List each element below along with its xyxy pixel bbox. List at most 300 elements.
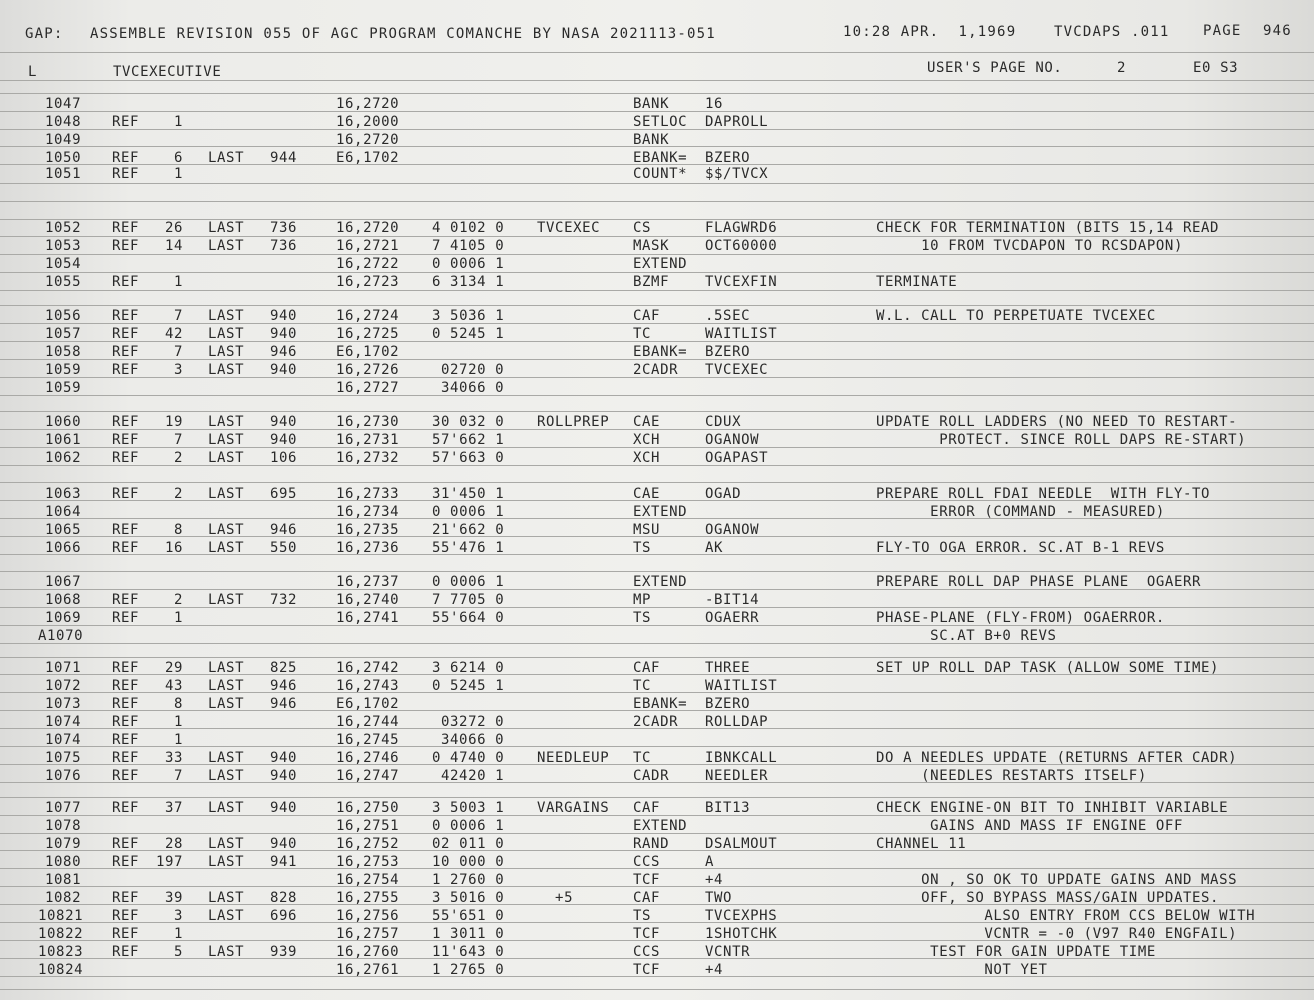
comment: 10 FROM TVCDAPON TO RCSDAPON): [876, 238, 1183, 254]
last-page: 736: [270, 220, 298, 236]
ruling-line: [0, 571, 1314, 572]
address: 16,2723: [336, 274, 400, 290]
ruling-line: [0, 183, 1314, 184]
opcode: 2CADR: [633, 714, 679, 730]
ref-count: 26: [165, 220, 184, 236]
last-page: 946: [270, 696, 298, 712]
ref-count: 19: [165, 414, 184, 430]
comment: NOT YET: [876, 962, 1048, 978]
address: 16,2751: [336, 818, 400, 834]
address: E6,1702: [336, 344, 400, 360]
operand: TVCEXEC: [705, 362, 769, 378]
operand: DSALMOUT: [705, 836, 778, 852]
last-page: 695: [270, 486, 298, 502]
comment: CHANNEL 11: [876, 836, 967, 852]
ruling-line: [0, 554, 1314, 555]
last-page: 550: [270, 540, 298, 556]
last-marker: LAST: [208, 326, 245, 342]
address: 16,2726: [336, 362, 400, 378]
subheader-code: E0 S3: [1193, 60, 1239, 76]
line-number: 1061: [45, 432, 82, 448]
ref-marker: REF: [112, 800, 140, 816]
ref-marker: REF: [112, 274, 140, 290]
ref-count: 3: [174, 362, 184, 378]
last-marker: LAST: [208, 592, 245, 608]
last-page: 106: [270, 450, 298, 466]
address: 16,2000: [336, 114, 400, 130]
line-number: 1074: [45, 714, 82, 730]
octal-word: 30 032 0: [432, 414, 505, 430]
ruling-line: [0, 219, 1314, 220]
last-marker: LAST: [208, 908, 245, 924]
operand: +4: [705, 962, 724, 978]
ruling-line: [0, 52, 1314, 53]
ref-marker: REF: [112, 344, 140, 360]
operand: BZERO: [705, 696, 751, 712]
line-number: 1080: [45, 854, 82, 870]
opcode: MP: [633, 592, 652, 608]
ref-count: 7: [174, 308, 184, 324]
line-number: 1057: [45, 326, 82, 342]
opcode: CAF: [633, 800, 661, 816]
ruling-line: [0, 236, 1314, 237]
opcode: CAF: [633, 890, 661, 906]
last-page: 940: [270, 836, 298, 852]
line-number: 10824: [38, 962, 84, 978]
last-page: 940: [270, 362, 298, 378]
ref-marker: REF: [112, 926, 140, 942]
opcode: TC: [633, 678, 652, 694]
opcode: BZMF: [633, 274, 670, 290]
ruling-line: [0, 254, 1314, 255]
ruling-line: [0, 989, 1314, 990]
ref-count: 6: [174, 150, 184, 166]
ruling-line: [0, 359, 1314, 360]
octal-word: 0 0006 1: [432, 574, 505, 590]
operand: AK: [705, 540, 724, 556]
address: 16,2742: [336, 660, 400, 676]
last-page: 732: [270, 592, 298, 608]
last-marker: LAST: [208, 768, 245, 784]
last-marker: LAST: [208, 414, 245, 430]
opcode: TC: [633, 750, 652, 766]
ref-marker: REF: [112, 750, 140, 766]
address: 16,2727: [336, 380, 400, 396]
ref-count: 1: [174, 114, 184, 130]
line-number: 1069: [45, 610, 82, 626]
header-datetime: 10:28 APR. 1,1969: [843, 24, 1017, 40]
opcode: XCH: [633, 432, 661, 448]
ruling-line: [0, 922, 1314, 923]
operand: NEEDLER: [705, 768, 769, 784]
opcode: EBANK=: [633, 696, 688, 712]
ruling-line: [0, 643, 1314, 644]
octal-word: 55'664 0: [432, 610, 505, 626]
ref-count: 1: [174, 610, 184, 626]
comment: PHASE-PLANE (FLY-FROM) OGAERROR.: [876, 610, 1165, 626]
comment: PREPARE ROLL DAP PHASE PLANE OGAERR: [876, 574, 1202, 590]
ruling-line: [0, 129, 1314, 130]
comment: (NEEDLES RESTARTS ITSELF): [876, 768, 1147, 784]
ref-count: 2: [174, 592, 184, 608]
line-number: 1068: [45, 592, 82, 608]
ruling-line: [0, 674, 1314, 675]
octal-word: 7 4105 0: [432, 238, 505, 254]
line-number: 1047: [45, 96, 82, 112]
octal-word: 34066 0: [441, 732, 505, 748]
address: 16,2734: [336, 504, 400, 520]
operand: +4: [705, 872, 724, 888]
ref-marker: REF: [112, 890, 140, 906]
opcode: TCF: [633, 962, 661, 978]
ref-marker: REF: [112, 486, 140, 502]
ref-marker: REF: [112, 326, 140, 342]
operand: WAITLIST: [705, 326, 778, 342]
last-marker: LAST: [208, 854, 245, 870]
operand: OGANOW: [705, 522, 760, 538]
address: 16,2745: [336, 732, 400, 748]
ref-count: 1: [174, 732, 184, 748]
address: 16,2720: [336, 132, 400, 148]
address: 16,2761: [336, 962, 400, 978]
opcode: EBANK=: [633, 344, 688, 360]
comment: ALSO ENTRY FROM CCS BELOW WITH: [876, 908, 1256, 924]
last-marker: LAST: [208, 238, 245, 254]
ref-marker: REF: [112, 678, 140, 694]
ruling-line: [0, 958, 1314, 959]
operand: WAITLIST: [705, 678, 778, 694]
opcode: RAND: [633, 836, 670, 852]
operand: TWO: [705, 890, 733, 906]
ref-count: 7: [174, 344, 184, 360]
ref-count: 8: [174, 522, 184, 538]
ruling-line: [0, 940, 1314, 941]
comment: OFF, SO BYPASS MASS/GAIN UPDATES.: [876, 890, 1220, 906]
last-marker: LAST: [208, 836, 245, 852]
opcode: BANK: [633, 96, 670, 112]
line-number: 1055: [45, 274, 82, 290]
comment: PROTECT. SINCE ROLL DAPS RE-START): [876, 432, 1247, 448]
operand: 16: [705, 96, 724, 112]
address: 16,2720: [336, 220, 400, 236]
line-number: 1051: [45, 166, 82, 182]
opcode: EXTEND: [633, 256, 688, 272]
comment: CHECK FOR TERMINATION (BITS 15,14 READ: [876, 220, 1220, 236]
ref-marker: REF: [112, 696, 140, 712]
octal-word: 1 2765 0: [432, 962, 505, 978]
opcode: TCF: [633, 872, 661, 888]
ref-marker: REF: [112, 220, 140, 236]
ruling-line: [0, 625, 1314, 626]
ref-marker: REF: [112, 768, 140, 784]
last-marker: LAST: [208, 220, 245, 236]
octal-word: 0 5245 1: [432, 326, 505, 342]
ref-marker: REF: [112, 414, 140, 430]
address: E6,1702: [336, 696, 400, 712]
comment: ERROR (COMMAND - MEASURED): [876, 504, 1165, 520]
ruling-line: [0, 305, 1314, 306]
last-page: 940: [270, 326, 298, 342]
address: 16,2732: [336, 450, 400, 466]
ruling-line: [0, 482, 1314, 483]
last-marker: LAST: [208, 750, 245, 766]
line-number: 1059: [45, 380, 82, 396]
header-title: ASSEMBLE REVISION 055 OF AGC PROGRAM COMANCHE BY NASA 2021113-051: [90, 26, 716, 42]
address: 16,2746: [336, 750, 400, 766]
ref-count: 14: [165, 238, 184, 254]
symbol-label: NEEDLEUP: [537, 750, 610, 766]
line-number: 1071: [45, 660, 82, 676]
operand: $$/TVCX: [705, 166, 769, 182]
ref-count: 7: [174, 768, 184, 784]
ref-marker: REF: [112, 714, 140, 730]
symbol-label: ROLLPREP: [537, 414, 610, 430]
opcode: MSU: [633, 522, 661, 538]
octal-word: 3 5003 1: [432, 800, 505, 816]
octal-word: 57'663 0: [432, 450, 505, 466]
octal-word: 1 3011 0: [432, 926, 505, 942]
ruling-line: [0, 80, 1314, 81]
last-marker: LAST: [208, 486, 245, 502]
ref-count: 7: [174, 432, 184, 448]
ruling-line: [0, 290, 1314, 291]
operand: BZERO: [705, 344, 751, 360]
ref-marker: REF: [112, 238, 140, 254]
opcode: CCS: [633, 854, 661, 870]
address: 16,2724: [336, 308, 400, 324]
ref-marker: REF: [112, 854, 140, 870]
opcode: CAF: [633, 308, 661, 324]
ref-marker: REF: [112, 362, 140, 378]
ruling-line: [0, 164, 1314, 165]
last-marker: LAST: [208, 540, 245, 556]
ruling-line: [0, 728, 1314, 729]
comment: SC.AT B+0 REVS: [876, 628, 1057, 644]
octal-word: 0 0006 1: [432, 818, 505, 834]
address: 16,2760: [336, 944, 400, 960]
opcode: 2CADR: [633, 362, 679, 378]
operand: DAPROLL: [705, 114, 769, 130]
line-number: 1066: [45, 540, 82, 556]
ref-count: 2: [174, 486, 184, 502]
last-page: 946: [270, 522, 298, 538]
ref-count: 43: [165, 678, 184, 694]
opcode: EXTEND: [633, 818, 688, 834]
last-marker: LAST: [208, 660, 245, 676]
address: 16,2756: [336, 908, 400, 924]
subheader-users-page: USER'S PAGE NO.: [927, 60, 1063, 76]
address: 16,2741: [336, 610, 400, 626]
last-marker: LAST: [208, 450, 245, 466]
ref-marker: REF: [112, 944, 140, 960]
ref-marker: REF: [112, 432, 140, 448]
operand: FLAGWRD6: [705, 220, 778, 236]
line-number: 1048: [45, 114, 82, 130]
ref-count: 16: [165, 540, 184, 556]
octal-word: 1 2760 0: [432, 872, 505, 888]
line-number: 1075: [45, 750, 82, 766]
line-number: 1059: [45, 362, 82, 378]
octal-word: 34066 0: [441, 380, 505, 396]
subheader-l: L: [28, 64, 38, 80]
line-number: 1056: [45, 308, 82, 324]
line-number: 10823: [38, 944, 84, 960]
octal-word: 0 0006 1: [432, 504, 505, 520]
octal-word: 7 7705 0: [432, 592, 505, 608]
ruling-line: [0, 411, 1314, 412]
octal-word: 0 0006 1: [432, 256, 505, 272]
opcode: TS: [633, 908, 652, 924]
last-page: 941: [270, 854, 298, 870]
address: 16,2720: [336, 96, 400, 112]
octal-word: 55'476 1: [432, 540, 505, 556]
operand: OCT60000: [705, 238, 778, 254]
line-number: 1054: [45, 256, 82, 272]
last-page: 944: [270, 150, 298, 166]
header-page-number: 946: [1263, 23, 1292, 39]
octal-word: 57'662 1: [432, 432, 505, 448]
address: E6,1702: [336, 150, 400, 166]
ruling-line: [0, 341, 1314, 342]
ruling-line: [0, 447, 1314, 448]
opcode: MASK: [633, 238, 670, 254]
line-number: 1074: [45, 732, 82, 748]
ruling-line: [0, 146, 1314, 147]
operand: .5SEC: [705, 308, 751, 324]
ref-marker: REF: [112, 114, 140, 130]
ref-count: 42: [165, 326, 184, 342]
operand: ROLLDAP: [705, 714, 769, 730]
comment: SET UP ROLL DAP TASK (ALLOW SOME TIME): [876, 660, 1220, 676]
last-marker: LAST: [208, 696, 245, 712]
line-number: 1078: [45, 818, 82, 834]
last-page: 940: [270, 768, 298, 784]
opcode: EXTEND: [633, 504, 688, 520]
ref-count: 197: [156, 854, 184, 870]
ref-count: 39: [165, 890, 184, 906]
octal-word: 0 4740 0: [432, 750, 505, 766]
ref-marker: REF: [112, 610, 140, 626]
octal-word: 55'651 0: [432, 908, 505, 924]
octal-word: 02 011 0: [432, 836, 505, 852]
symbol-label: +5: [537, 890, 574, 906]
ruling-line: [0, 518, 1314, 519]
opcode: CAF: [633, 660, 661, 676]
octal-word: 31'450 1: [432, 486, 505, 502]
ref-count: 29: [165, 660, 184, 676]
ruling-line: [0, 589, 1314, 590]
last-marker: LAST: [208, 308, 245, 324]
ruling-line: [0, 657, 1314, 658]
operand: A: [705, 854, 715, 870]
ref-marker: REF: [112, 540, 140, 556]
last-page: 940: [270, 432, 298, 448]
ruling-line: [0, 395, 1314, 396]
operand: TVCEXPHS: [705, 908, 778, 924]
ref-count: 5: [174, 944, 184, 960]
comment: VCNTR = -0 (V97 R40 ENGFAIL): [876, 926, 1238, 942]
operand: THREE: [705, 660, 751, 676]
line-number: 1077: [45, 800, 82, 816]
last-page: 736: [270, 238, 298, 254]
ref-count: 8: [174, 696, 184, 712]
ruling-line: [0, 746, 1314, 747]
last-page: 939: [270, 944, 298, 960]
line-number: 1072: [45, 678, 82, 694]
ref-marker: REF: [112, 150, 140, 166]
last-marker: LAST: [208, 344, 245, 360]
address: 16,2722: [336, 256, 400, 272]
comment: PREPARE ROLL FDAI NEEDLE WITH FLY-TO: [876, 486, 1211, 502]
last-marker: LAST: [208, 522, 245, 538]
octal-word: 21'662 0: [432, 522, 505, 538]
opcode: TS: [633, 610, 652, 626]
line-number: 1049: [45, 132, 82, 148]
ruling-line: [0, 429, 1314, 430]
ruling-line: [0, 692, 1314, 693]
line-number: 10821: [38, 908, 84, 924]
opcode: CAE: [633, 486, 661, 502]
ref-count: 1: [174, 714, 184, 730]
address: 16,2730: [336, 414, 400, 430]
operand: IBNKCALL: [705, 750, 778, 766]
ref-marker: REF: [112, 166, 140, 182]
octal-word: 0 5245 1: [432, 678, 505, 694]
address: 16,2731: [336, 432, 400, 448]
ruling-line: [0, 904, 1314, 905]
ruling-line: [0, 710, 1314, 711]
line-number: 1065: [45, 522, 82, 538]
ruling-line: [0, 782, 1314, 783]
line-number: 1064: [45, 504, 82, 520]
line-number: 1081: [45, 872, 82, 888]
operand: VCNTR: [705, 944, 751, 960]
address: 16,2735: [336, 522, 400, 538]
operand: OGAPAST: [705, 450, 769, 466]
octal-word: 6 3134 1: [432, 274, 505, 290]
ref-marker: REF: [112, 308, 140, 324]
line-number: 1062: [45, 450, 82, 466]
ref-count: 3: [174, 908, 184, 924]
subheader-users-page-no: 2: [1117, 60, 1127, 76]
ref-marker: REF: [112, 732, 140, 748]
ruling-line: [0, 868, 1314, 869]
ruling-line: [0, 465, 1314, 466]
ruling-line: [0, 377, 1314, 378]
opcode: TC: [633, 326, 652, 342]
comment: TEST FOR GAIN UPDATE TIME: [876, 944, 1156, 960]
address: 16,2736: [336, 540, 400, 556]
last-marker: LAST: [208, 890, 245, 906]
address: 16,2740: [336, 592, 400, 608]
ref-marker: REF: [112, 450, 140, 466]
line-number: 1076: [45, 768, 82, 784]
line-number: 1053: [45, 238, 82, 254]
ref-count: 37: [165, 800, 184, 816]
last-page: 825: [270, 660, 298, 676]
address: 16,2721: [336, 238, 400, 254]
comment: GAINS AND MASS IF ENGINE OFF: [876, 818, 1183, 834]
last-page: 946: [270, 344, 298, 360]
symbol-label: TVCEXEC: [537, 220, 601, 236]
comment: UPDATE ROLL LADDERS (NO NEED TO RESTART-: [876, 414, 1238, 430]
line-number: A1070: [38, 628, 84, 644]
ruling-line: [0, 500, 1314, 501]
line-number: 1079: [45, 836, 82, 852]
operand: 1SHOTCHK: [705, 926, 778, 942]
ref-count: 1: [174, 166, 184, 182]
address: 16,2752: [336, 836, 400, 852]
